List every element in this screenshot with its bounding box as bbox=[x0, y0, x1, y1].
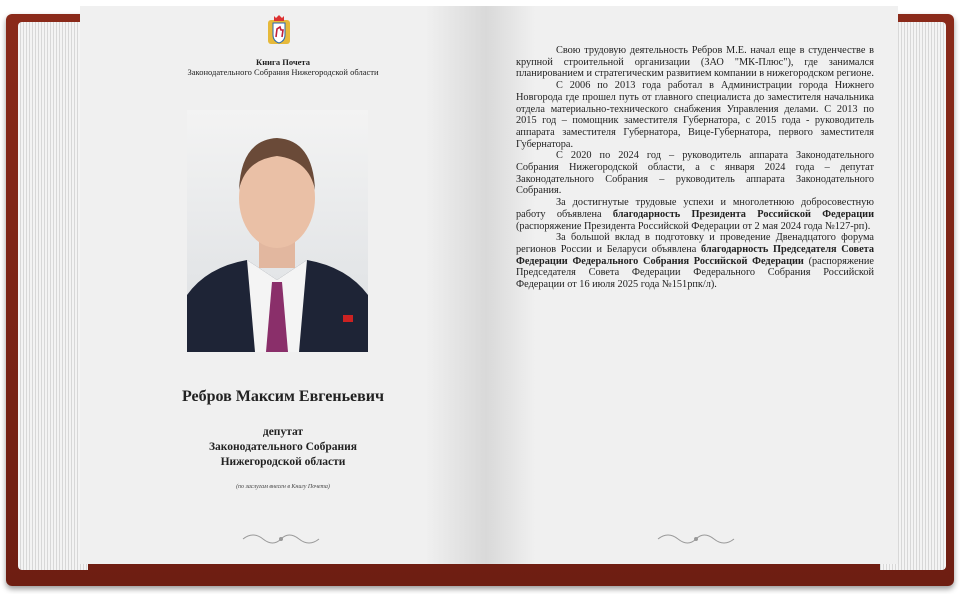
text-span: (распоряжение Председателя Совета Федерации Федерального Собрания Российской Федерации от 16 июля 2025 года №151рпк/л). bbox=[516, 255, 874, 291]
portrait-photo bbox=[187, 110, 368, 352]
role-line: Нижегородской области bbox=[220, 456, 346, 468]
header-title: Книга Почета bbox=[256, 57, 310, 67]
person-name: Ребров Максим Евгеньевич bbox=[181, 388, 385, 405]
role-line: депутат bbox=[262, 426, 304, 438]
book-header bbox=[80, 57, 486, 77]
text-span: За достигнутые трудовые успехи и многолетнюю добросовестную работу объявлена bbox=[516, 197, 874, 220]
biography-text bbox=[516, 45, 874, 291]
honor-note: (по заслугам внесен в Книгу Почета) bbox=[236, 484, 330, 490]
text-span: За большой вклад в подготовку и проведение Двенадцатого форума регионов России и Беларуси объявлена bbox=[516, 232, 874, 255]
bio-paragraph bbox=[516, 232, 874, 291]
award-text: благодарность Президента Российской Федерации bbox=[612, 208, 874, 220]
page-edges-left bbox=[18, 22, 88, 570]
role-line: Законодательного Собрания bbox=[208, 441, 357, 453]
ornament-icon bbox=[656, 532, 736, 546]
award-text: благодарность Председателя Совета Федерации Федерального Собрания Российской Федерации bbox=[516, 243, 874, 267]
ornament-icon bbox=[241, 532, 321, 546]
bio-paragraph: С 2020 по 2024 год – руководитель аппарата Законодательного Собрания Нижегородской области, а с января 2024 года – депутат Законодательного Собрания – руководитель аппарата Законодательного Собрания. bbox=[516, 150, 874, 197]
bio-paragraph: С 2006 по 2013 года работал в Администрации города Нижнего Новгорода где прошел путь от главного специалиста до заместителя начальника отдела материально-технического снабжения Управления делами. С 2013 по 2015 год – помощник заместителя Губернатора, с 2015 года - руководитель аппарата заместителя Губернатора, Вице-Губернатора, первого заместителя Губернатора. bbox=[516, 80, 874, 150]
text-span: (распоряжение Президента Российской Федерации от 2 мая 2024 года №127-рп). bbox=[516, 220, 871, 232]
bio-paragraph bbox=[516, 197, 874, 232]
coat-of-arms-icon bbox=[266, 12, 292, 48]
bio-paragraph: Свою трудовую деятельность Ребров М.Е. начал еще в студенчестве в крупной строительной организации (ЗАО "МК-Плюс"), где занимался планированием и стратегическим развитием компании в нижегородском регионе. bbox=[516, 45, 874, 80]
person-role bbox=[80, 425, 486, 470]
header-subtitle: Законодательного Собрания Нижегородской области bbox=[187, 67, 379, 77]
